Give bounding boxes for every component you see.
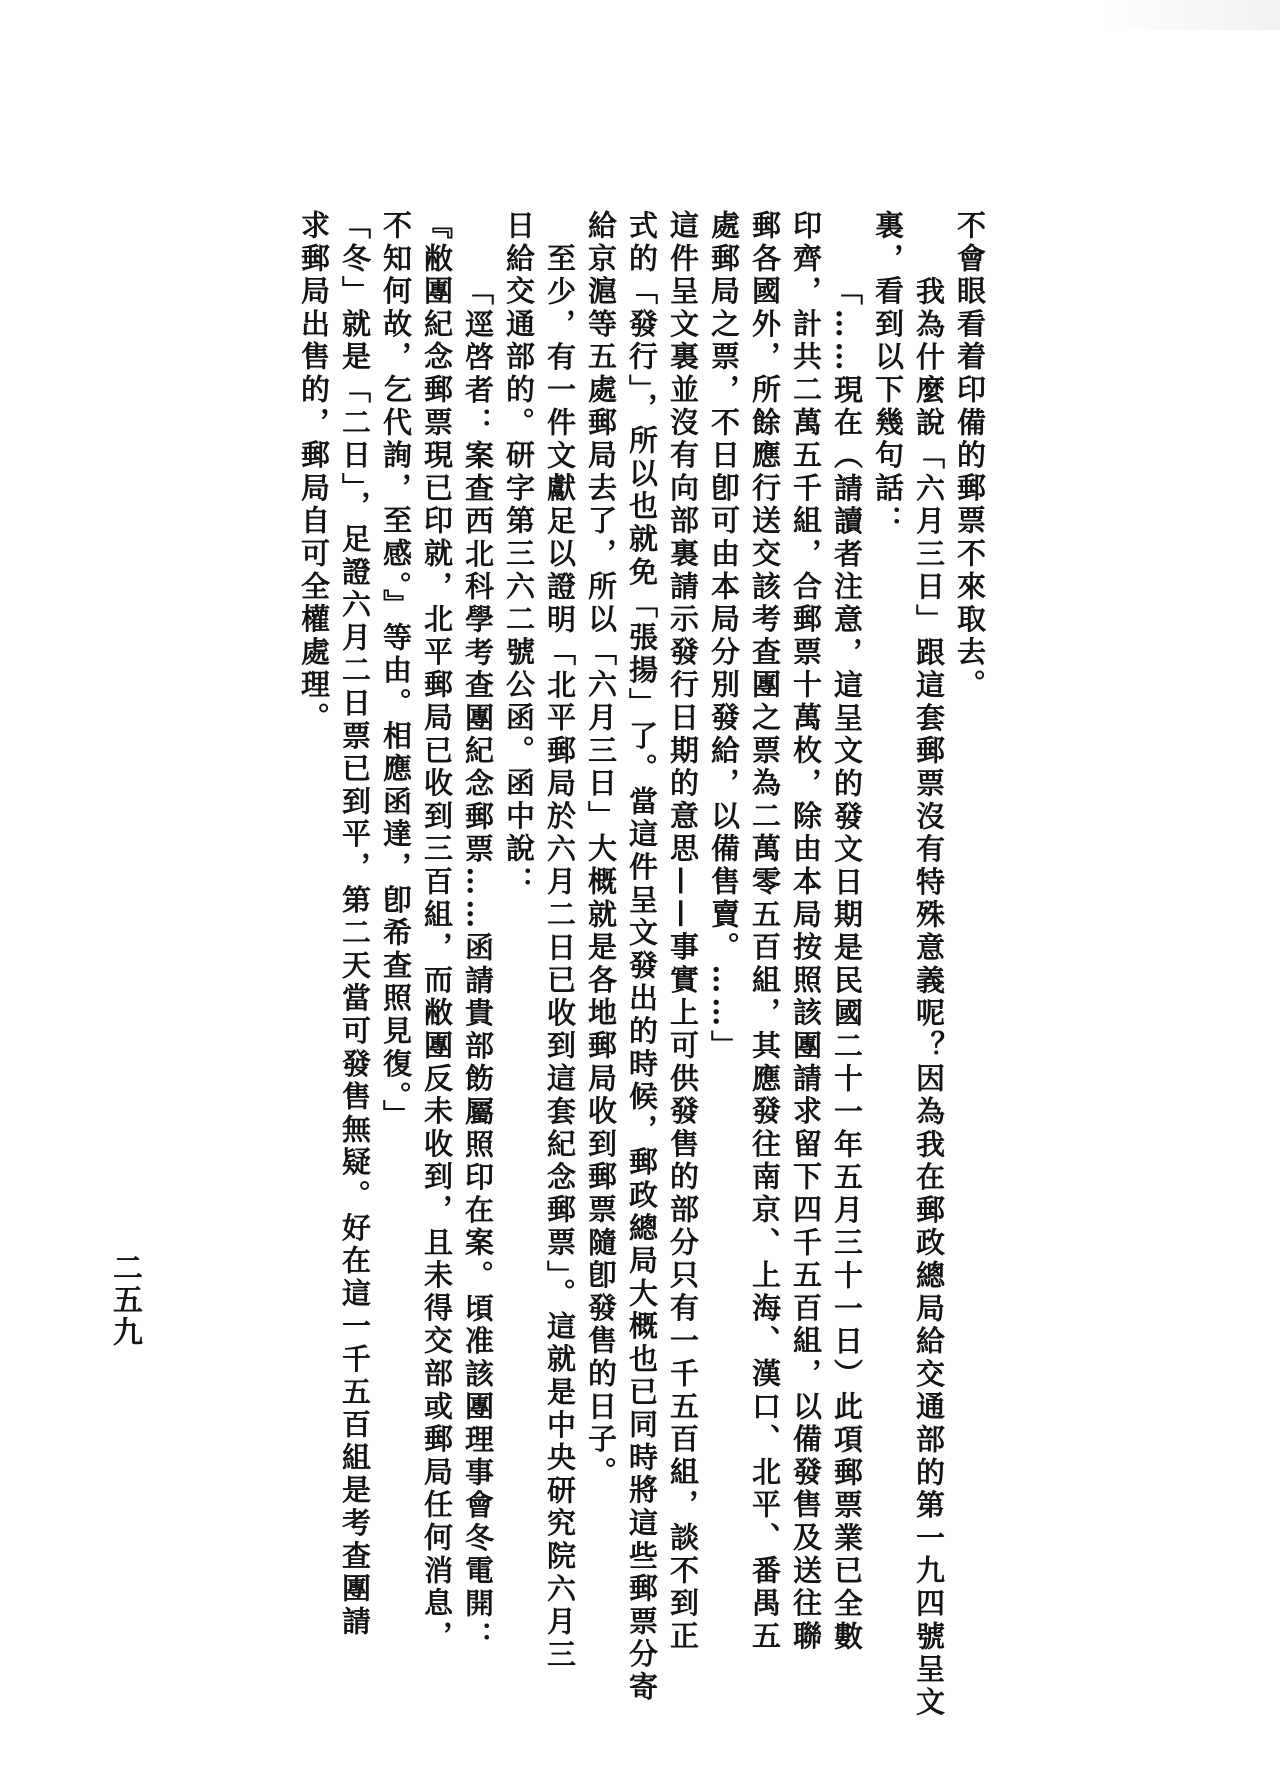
text-column: 『敝團紀念郵票現已印就，北平郵局已收到三百組，而敝團反未收到，且未得交部或郵局任何消息， [420, 210, 454, 1654]
text-column: 「……現在（請讀者注意，這呈文的發文日期是民國二十一年五月三十一日）此項郵票業已全數 [830, 276, 864, 1654]
text-column: 式的「發行」，所以也就免「張揚」了。當這件呈文發出的時候，郵政總局大概也已同時將這些郵票分寄 [625, 210, 659, 1705]
text-column: 處郵局之票，不日卽可由本局分別發給，以備售賣。……」 [707, 210, 741, 1063]
text-column: 求郵局出售的，郵局自可全權處理。 [297, 210, 331, 735]
text-column: 郵各國外，所餘應行送交該考查團之票為二萬零五百組，其應發往南京、上海、漢口、北平、番禺五 [748, 210, 782, 1654]
text-column: 印齊，計共二萬五千組，合郵票十萬枚，除由本局按照該團請求留下四千五百組，以備發售及送往聯 [789, 210, 823, 1654]
text-column: 不知何故，乞代詢，至感。』等由。相應函達，卽希查照見復。」 [379, 210, 413, 1133]
text-column: 我為什麼說「六月三日」跟這套郵票沒有特殊意義呢？因為我在郵政總局給交通部的第一九四號呈文 [912, 276, 946, 1720]
text-column: 「冬」就是「二日」，足證六月二日票已到平，第二天當可發售無疑。好在這一千五百組是考查團請 [338, 210, 372, 1639]
text-column: 給京滬等五處郵局去了，所以「六月三日」大概就是各地郵局收到郵票隨卽發售的日子。 [584, 210, 618, 1490]
text-column: 日給交通部的。研字第三六二號公函。函中說： [502, 210, 536, 899]
text-column: 「逕啓者：案查西北科學考查團紀念郵票……函請貴部飭屬照印在案。頃准該團理事會冬電開： [461, 276, 495, 1654]
body-text [200, 210, 990, 1720]
text-column: 裏，看到以下幾句話： [871, 210, 905, 538]
text-column: 不會眼看着印備的郵票不來取去。 [953, 210, 987, 702]
page-number: 二五九 [107, 1252, 142, 1348]
text-column: 至少，有一件文獻足以證明「北平郵局於六月二日已收到這套紀念郵票」。這就是中央研究院六月三 [543, 243, 577, 1672]
text-column: 這件呈文裏並沒有向部裏請示發行日期的意思——事實上可供發售的部分只有一千五百組，談不到正 [666, 210, 700, 1654]
scan-edge [1100, 0, 1280, 30]
